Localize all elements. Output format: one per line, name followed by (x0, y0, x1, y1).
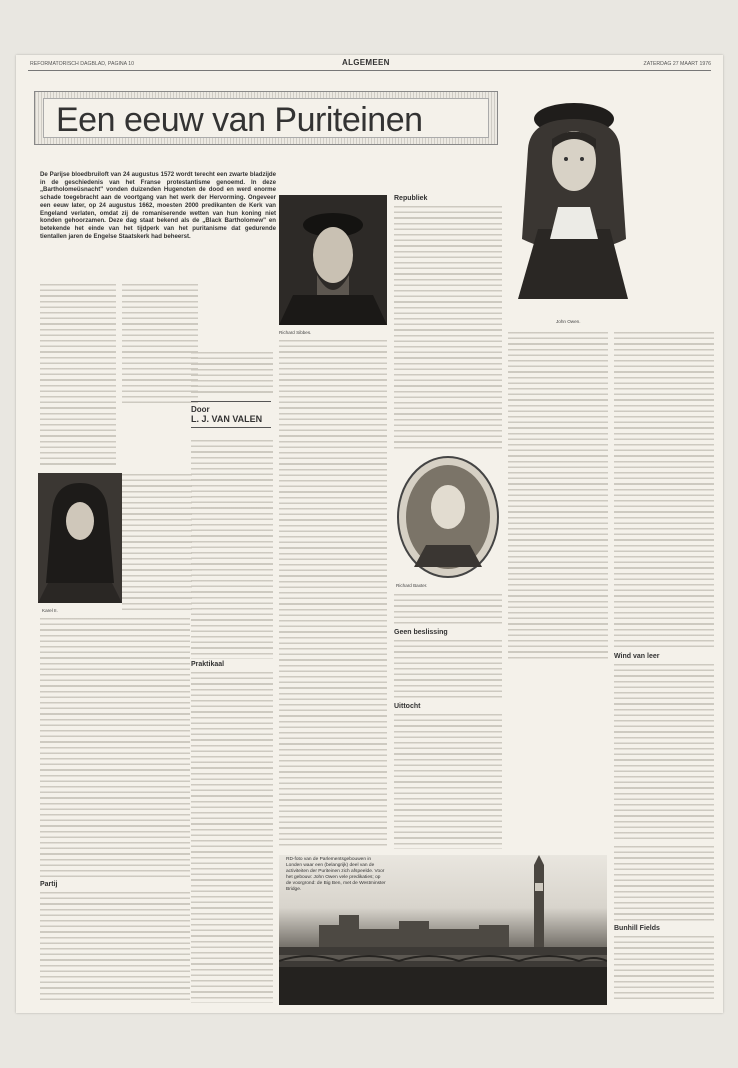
section-partij: Partij (40, 881, 58, 888)
sibbes-engraving (279, 195, 387, 325)
owen-engraving (508, 89, 638, 299)
author-name: L. J. VAN VALEN (191, 414, 263, 424)
column-3b (191, 439, 273, 659)
column-5b (394, 593, 502, 625)
caption-owen: John Owen. (556, 319, 581, 324)
caption-sibbes: Richard Sibbes. (279, 330, 312, 335)
column-3c (191, 671, 273, 1003)
section-wind-van-leer: Wind van leer (614, 653, 660, 660)
column-5 (394, 205, 502, 451)
header-left: REFORMATORISCH DAGBLAD, PAGINA 10 (30, 61, 135, 67)
section-bunhill-fields: Bunhill Fields (614, 925, 660, 932)
header-rule (28, 70, 711, 71)
karel-engraving (38, 473, 122, 603)
baxter-engraving (396, 455, 500, 579)
column-7d (614, 935, 714, 1003)
portrait-sibbes (279, 195, 387, 325)
column-1c (40, 891, 190, 1003)
column-7c (614, 845, 714, 921)
portrait-owen (508, 89, 638, 299)
header-section: ALGEMEEN (342, 58, 390, 67)
column-3 (191, 351, 273, 395)
column-2b (122, 473, 192, 613)
portrait-karel (38, 473, 122, 603)
column-7 (614, 331, 714, 651)
photo-note: RD-foto van de Parlementsgebouwen in Londen waar een (belangrijk) deel van de activiteiten der Puriteinen zich afspeelde. Voor het gebouw: John Owen vele predikaties; op de voorgrond: de Big Ben, met de Westminster Bridge. (286, 857, 386, 892)
column-5d (394, 713, 502, 849)
caption-baxter: Richard Baxter. (396, 583, 428, 588)
column-7b (614, 663, 714, 843)
caption-karel: Karel II. (42, 608, 58, 613)
author-byline (191, 401, 271, 428)
page-header (16, 55, 723, 69)
column-4 (279, 339, 387, 849)
column-1 (40, 283, 116, 469)
article-intro: De Parijse bloedbruiloft van 24 augustus 1572 wordt terecht een zwarte bladzijde in de geschiedenis van het Franse protestantisme genoemd. In deze „Bartholomeüsnacht" vonden duizenden Hugenoten de dood en werd enorme schade toegebracht aan de voortgang van het werk der Hervorming. Ongeveer een eeuw later, op 24 augustus 1662, moesten 2000 predikanten de Kerk van Engeland verlaten, omdat zij de romaniserende wetten van hun koning niet konden gehoorzamen. Deze dag staat bekend als de „Black Bartholomew" en betekende het einde van het tijdperk van het puritanisme dat gedurende tientallen jaren de Engelse Staatskerk had beheerst. (40, 171, 276, 240)
author-by: Door (191, 405, 210, 414)
header-date: ZATERDAG 27 MAART 1976 (643, 61, 711, 67)
section-republiek: Republiek (394, 195, 428, 202)
column-6 (508, 331, 608, 661)
article-title: Een eeuw van Puriteinen (56, 101, 423, 139)
section-praktikaal: Praktikaal (191, 661, 225, 668)
newspaper-page (16, 55, 723, 1013)
column-2 (122, 283, 198, 403)
column-5c (394, 639, 502, 699)
portrait-baxter (396, 455, 500, 579)
title-banner (34, 91, 498, 145)
section-uittocht: Uittocht (394, 703, 421, 710)
section-geen-beslissing: Geen beslissing (394, 629, 448, 636)
column-1b (40, 617, 190, 877)
